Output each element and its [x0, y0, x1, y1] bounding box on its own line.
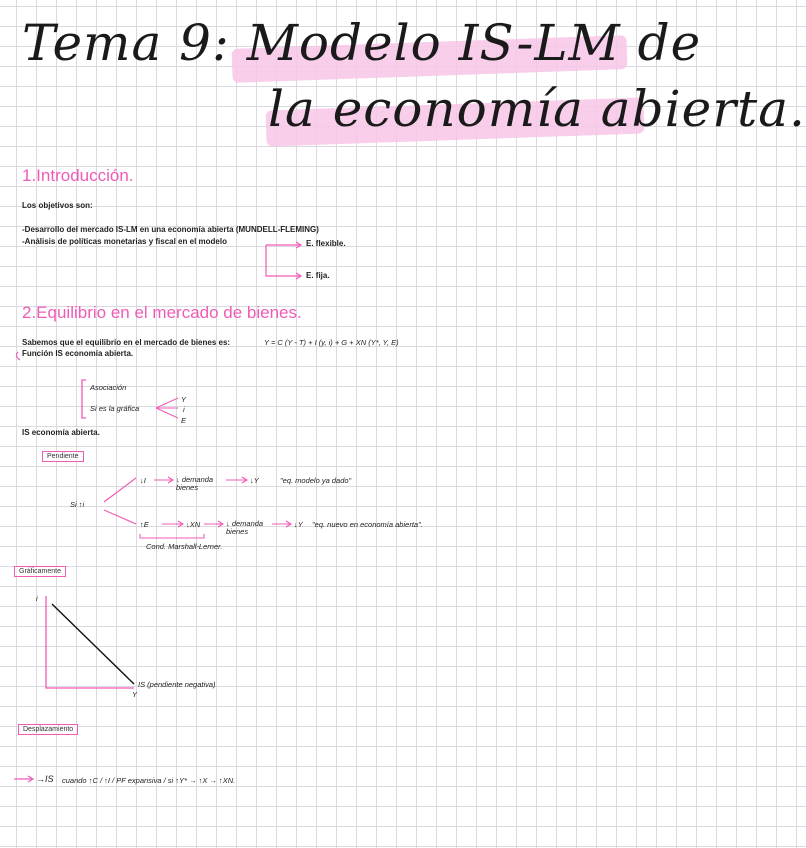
is-function-marker: [16, 352, 20, 360]
objective-item-2: -Análisis de políticas monetarias y fiscal en el modelo: [22, 237, 227, 246]
marshall-lerner-bracket: [140, 534, 204, 538]
brace-item-1: Asociación: [90, 383, 127, 392]
chain1-note: "eq. modelo ya dado": [280, 476, 352, 485]
shift-is-label: →IS: [36, 774, 54, 784]
page-title-line-2: la economía abierta.: [268, 80, 806, 138]
chain1-a: ↓I: [140, 476, 146, 485]
policy-branch-arrows: [266, 242, 301, 279]
brace-fan-lines: [156, 398, 178, 418]
equilibrium-text: Sabemos que el equilibrio en el mercado de bienes es:: [22, 338, 231, 347]
objectives-lead: Los objetivos son:: [22, 201, 93, 210]
brace-var-e: E: [181, 416, 187, 425]
branch-fixed: E. fija.: [306, 271, 330, 280]
brace-var-y: Y: [181, 395, 187, 404]
shift-text: cuando ↑C / ↑I / PF expansiva / si ↑Y* → ↑X → ↑XN.: [62, 776, 236, 785]
is-open-economy-label: IS economía abierta.: [22, 428, 100, 437]
is-function-text: Función IS economía abierta.: [22, 349, 134, 358]
pendiente-box: Pendiente: [42, 451, 84, 462]
is-curve: [52, 604, 134, 684]
chain2-d: ↓Y: [294, 520, 303, 529]
chain1-b: ↓ demanda bienes: [176, 475, 214, 492]
fork-up: [104, 478, 136, 502]
fork-down: [104, 510, 136, 524]
brace-var-i: i: [183, 405, 185, 414]
graph-axis-y-label: i: [36, 594, 38, 603]
section-2-heading: 2.Equilibrio en el mercado de bienes.: [22, 303, 302, 322]
chain1-arrows: [154, 477, 247, 483]
graph-axis-x-label: Y: [132, 690, 138, 699]
graficamente-box: Gráficamente: [14, 566, 66, 577]
chain2-c: ↓ demanda bienes: [226, 519, 264, 536]
shift-arrow: [14, 776, 33, 782]
desplazamiento-box: Desplazamiento: [18, 724, 78, 735]
section-1-heading: 1.Introducción.: [22, 166, 134, 185]
brace-bracket: [82, 380, 86, 418]
chain2-arrows: [162, 521, 291, 527]
chain2-b: ↓XN: [186, 520, 201, 529]
page-title-line-1: Tema 9: Modelo IS-LM de: [22, 14, 702, 72]
marshall-lerner-condition: Cond. Marshall-Lerner.: [146, 542, 223, 551]
is-equation: Y = C (Y - T) + I (y, i) + G + XN (Y*, Y, E): [264, 338, 399, 347]
brace-item-2: Si es la gráfica: [90, 404, 140, 413]
is-curve-label: IS (pendiente negativa): [138, 680, 216, 689]
objective-item-1: -Desarrollo del mercado IS-LM en una economía abierta (MUNDELL-FLEMING): [22, 225, 319, 234]
branch-flexible: E. flexible.: [306, 239, 346, 248]
si-label: Si ↑i: [70, 500, 85, 509]
chain2-a: ↑E: [140, 520, 149, 529]
chain2-note: "eq. nuevo en economía abierta".: [312, 520, 423, 529]
chain1-c: ↓Y: [250, 476, 259, 485]
